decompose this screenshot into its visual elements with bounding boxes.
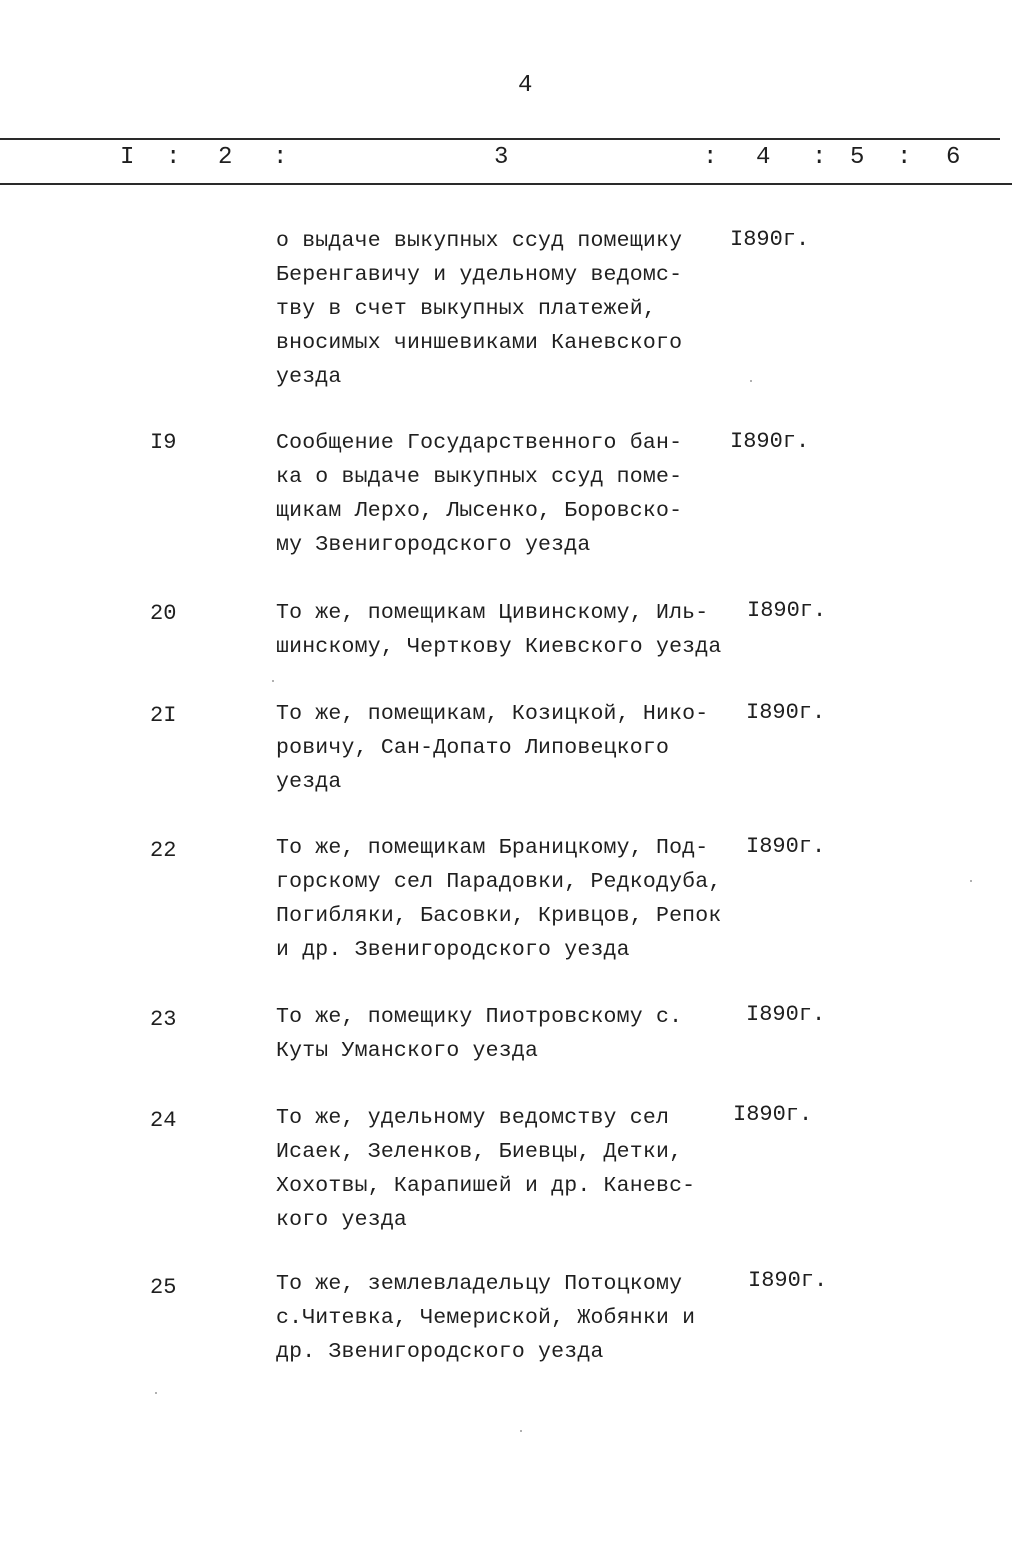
header-col-3: 3 xyxy=(494,144,510,171)
header-rule-bottom xyxy=(0,183,1012,185)
page-number: 4 xyxy=(518,72,533,99)
header-col-1: I xyxy=(120,144,136,171)
row-date: I890г. xyxy=(746,700,826,725)
header-separator: : xyxy=(703,144,719,171)
row-text: То же, помещикам Цивинскому, Иль- шинскому, Черткову Киевского уезда xyxy=(276,601,722,659)
header-col-2: 2 xyxy=(218,144,234,171)
paper-speck xyxy=(272,680,274,682)
row-date: I890г. xyxy=(746,834,826,859)
header-rule-top xyxy=(0,138,1000,140)
paper-speck xyxy=(520,1430,522,1432)
row-text: То же, удельному ведомству сел Исаек, Зеленков, Биевцы, Детки, Хохотвы, Карапишей и др. Каневс- кого уезда xyxy=(276,1106,696,1232)
paper-speck xyxy=(155,1392,157,1394)
row-text: То же, помещикам, Козицкой, Нико- ровичу, Сан-Допато Липовецкого уезда xyxy=(276,702,709,794)
row-text: То же, помещику Пиотровскому с. Куты Уманского уезда xyxy=(276,1005,683,1063)
row-date: I890г. xyxy=(748,1268,828,1293)
row-number: I9 xyxy=(150,430,177,455)
row-number: 2I xyxy=(150,703,177,728)
row-text: То же, помещикам Браницкому, Под- горскому сел Парадовки, Редкодуба, Погибляки, Басовки, Кривцов, Репок и др. Звенигородского уезда xyxy=(276,836,722,962)
header-separator: : xyxy=(166,144,182,171)
row-date: I890г. xyxy=(747,598,827,623)
header-col-6: 6 xyxy=(946,144,962,171)
row-number: 25 xyxy=(150,1275,177,1300)
header-separator: : xyxy=(273,144,289,171)
header-col-4: 4 xyxy=(756,144,772,171)
row-number: 23 xyxy=(150,1007,177,1032)
paper-speck xyxy=(970,880,972,882)
row-text: о выдаче выкупных ссуд помещику Беренгавичу и удельному ведомс- тву в счет выкупных платежей, вносимых чиншевиками Каневского уезда xyxy=(276,229,683,389)
row-date: I890г. xyxy=(746,1002,826,1027)
header-col-5: 5 xyxy=(850,144,866,171)
row-date: I890г. xyxy=(733,1102,813,1127)
header-separator: : xyxy=(812,144,828,171)
row-date: I890г. xyxy=(730,429,810,454)
header-separator: : xyxy=(897,144,913,171)
row-number: 24 xyxy=(150,1108,177,1133)
row-number: 20 xyxy=(150,601,177,626)
paper-speck xyxy=(750,380,752,382)
row-text: То же, землевладельцу Потоцкому с.Читевка, Чемериской, Жобянки и др. Звенигородского уезда xyxy=(276,1272,696,1364)
row-date: I890г. xyxy=(730,227,810,252)
row-text: Сообщение Государственного бан- ка о выдаче выкупных ссуд поме- щикам Лерхо, Лысенко, Боровско- му Звенигородского уезда xyxy=(276,431,683,557)
row-number: 22 xyxy=(150,838,177,863)
